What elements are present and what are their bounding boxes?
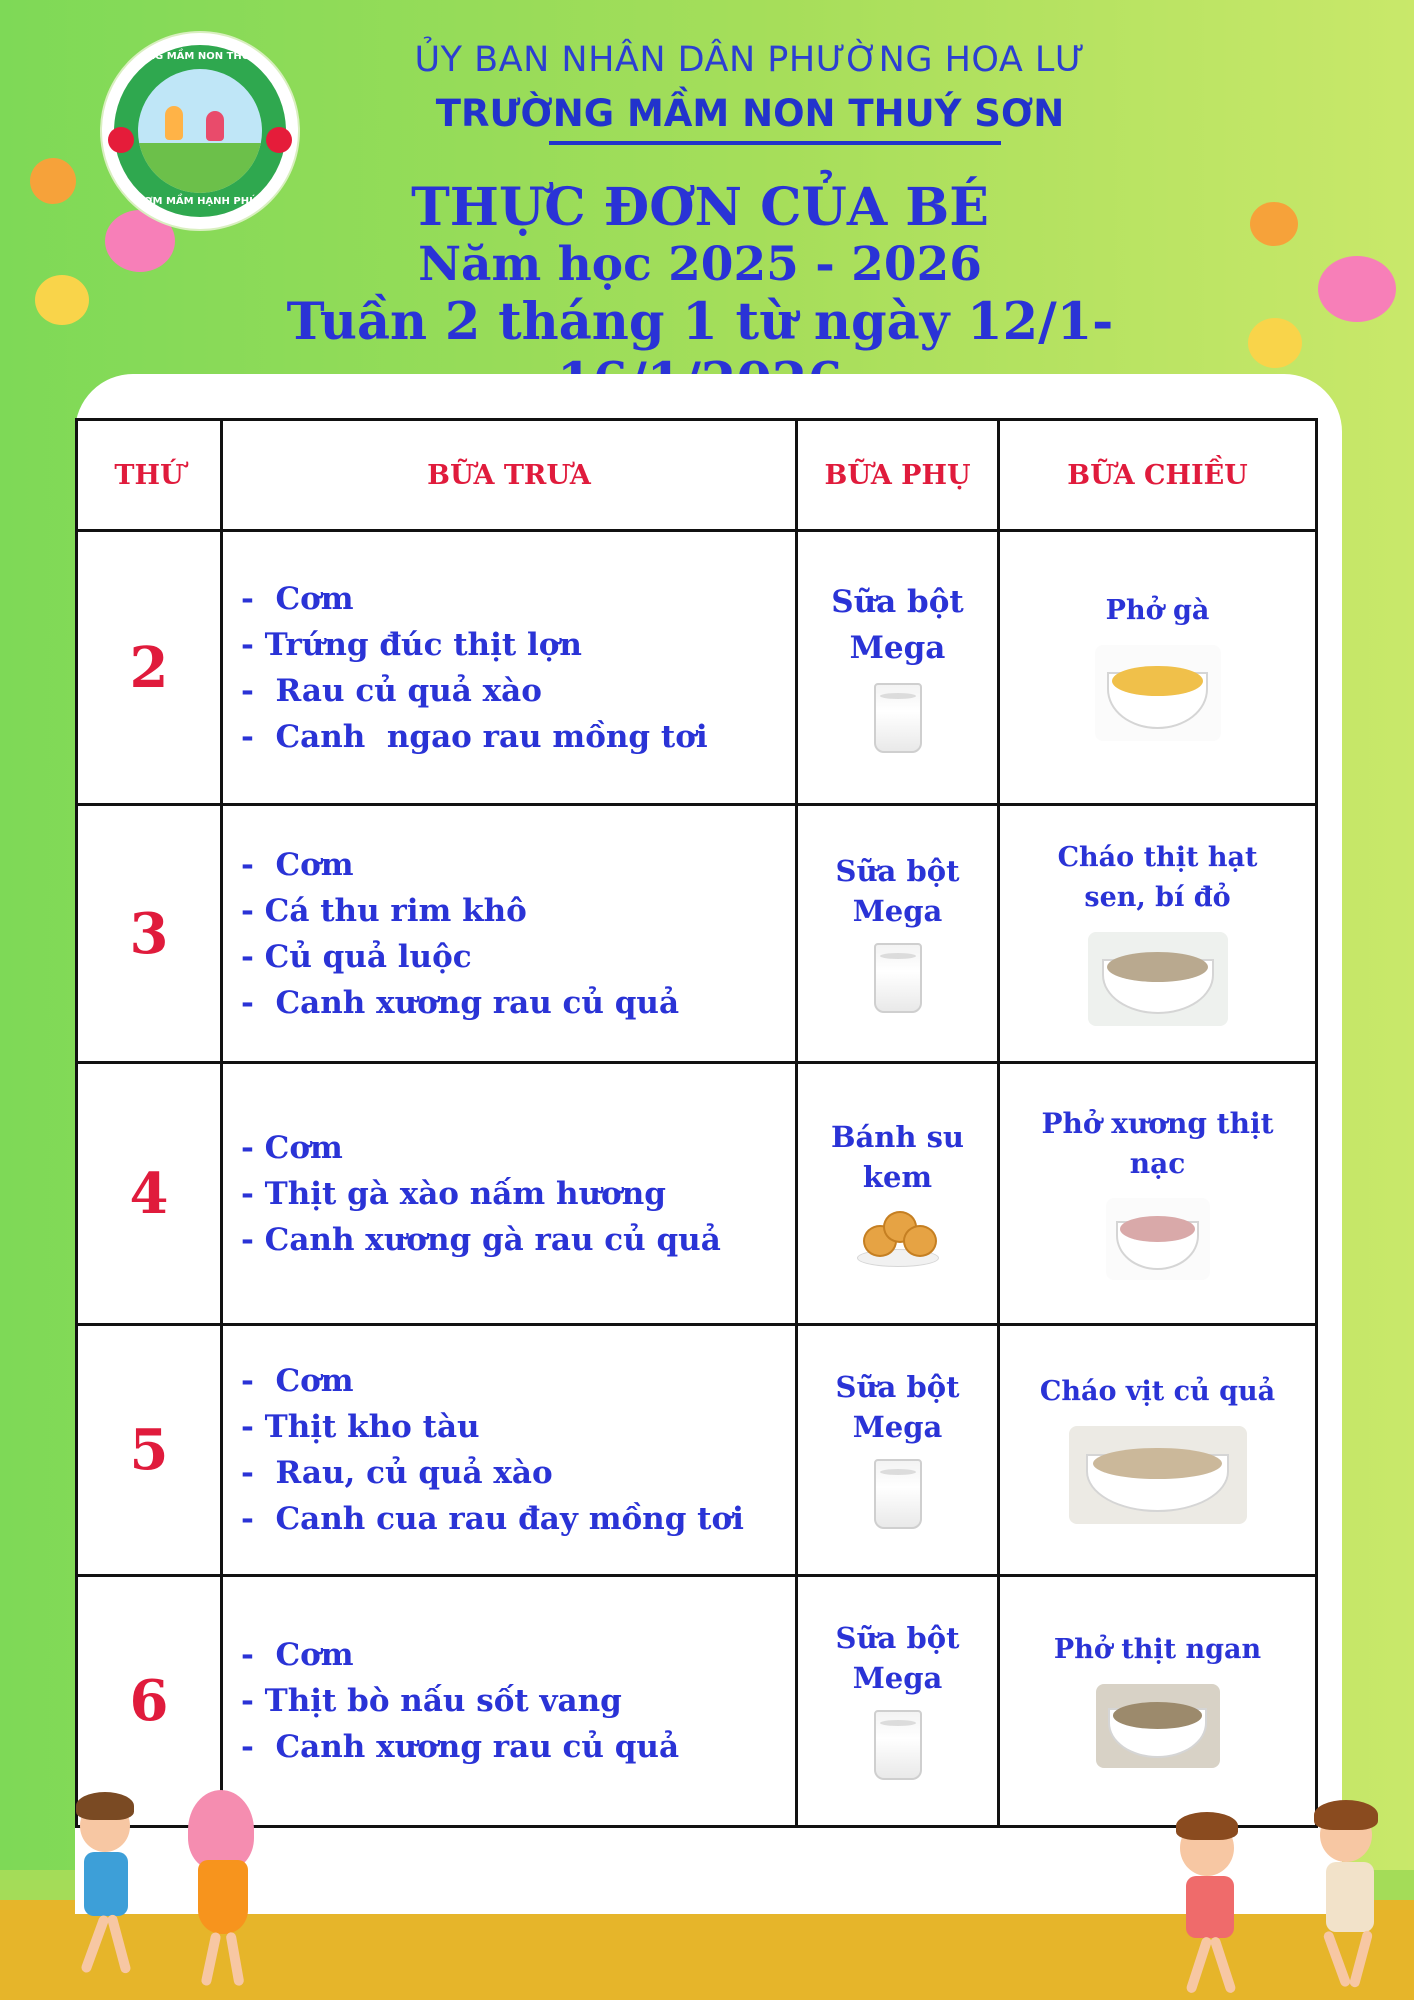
logo-top-text: TRƯỜNG MẦM NON THUÝ SƠN: [115, 51, 285, 62]
table-row: [77, 531, 1317, 805]
day-cell: 6: [77, 1576, 222, 1827]
lunch-cell: [222, 805, 797, 1063]
soup-bowl-icon: [1069, 1426, 1247, 1524]
heart-icon: [24, 152, 83, 211]
heart-icon: [266, 127, 292, 153]
afternoon-line: nạc: [1129, 1146, 1186, 1180]
school-year: Năm học 2025 - 2026: [418, 237, 982, 292]
table-header-row: [77, 420, 1317, 531]
heart-icon: [1250, 202, 1298, 246]
lunch-item: - Cơm: [241, 1637, 354, 1673]
lunch-item: - Thịt gà xào nấm hương: [241, 1175, 666, 1212]
afternoon-cell: [999, 1063, 1317, 1325]
header-day: THỨ: [77, 420, 222, 531]
header-lunch: BỮA TRƯA: [222, 420, 797, 531]
afternoon-cell: [999, 805, 1317, 1063]
snack-line: Bánh su: [831, 1119, 964, 1154]
lunch-item: - Thịt bò nấu sốt vang: [241, 1683, 622, 1719]
logo-bottom-text: ƯƠM MẦM HẠNH PHÚC: [135, 196, 265, 207]
day-cell: 4: [77, 1063, 222, 1325]
lunch-item: - Canh cua rau đay mồng tơi: [241, 1501, 744, 1537]
menu-table: [75, 418, 1318, 1828]
afternoon-line: Phở xương thịt: [1041, 1106, 1274, 1140]
snack-cell: [797, 1325, 999, 1576]
lunch-item: - Cá thu rim khô: [241, 892, 527, 929]
lunch-item: - Rau củ quả xào: [241, 672, 542, 709]
snack-line: Sữa bột: [835, 853, 960, 888]
snack-line: Sữa bột: [835, 1621, 960, 1655]
lunch-cell: [222, 1576, 797, 1827]
header-afternoon: BỮA CHIỀU: [999, 420, 1317, 531]
afternoon-cell: [999, 1576, 1317, 1827]
heart-icon: [35, 275, 89, 325]
lunch-item: - Cơm: [241, 1129, 343, 1166]
snack-line: Mega: [852, 1410, 943, 1444]
kids-illustration-icon: [1160, 1800, 1414, 2000]
kids-illustration-icon: [40, 1790, 300, 2000]
header-snack: BỮA PHỤ: [797, 420, 999, 531]
table-row: [77, 1576, 1317, 1827]
soup-bowl-icon: [1106, 1198, 1210, 1280]
logo-kid: [165, 106, 183, 140]
milk-glass-icon: [874, 1710, 922, 1780]
lunch-item: - Canh xương gà rau củ quả: [241, 1221, 721, 1258]
milk-glass-icon: [874, 1459, 922, 1529]
afternoon-line: Phở thịt ngan: [1053, 1634, 1262, 1665]
snack-cell: [797, 531, 999, 805]
day-cell: 2: [77, 531, 222, 805]
lunch-cell: [222, 1325, 797, 1576]
snack-line: Mega: [849, 629, 946, 666]
lunch-item: - Canh ngao rau mồng tơi: [241, 718, 708, 755]
org-name: ỦY BAN NHÂN DÂN PHƯỜNG HOA LƯ: [414, 40, 1086, 80]
heart-icon: [1318, 256, 1396, 322]
school-name: TRƯỜNG MẦM NON THUÝ SƠN: [435, 92, 1065, 135]
day-cell: 3: [77, 805, 222, 1063]
snack-cell: [797, 1063, 999, 1325]
school-underline: [549, 141, 1001, 145]
day-cell: 5: [77, 1325, 222, 1576]
logo-scene: [138, 69, 262, 193]
soup-bowl-icon: [1095, 645, 1221, 741]
lunch-item: - Củ quả luộc: [241, 938, 472, 975]
afternoon-line: Cháo thịt hạt: [1057, 841, 1258, 873]
table-row: [77, 1063, 1317, 1325]
milk-glass-icon: [874, 683, 922, 753]
lunch-item: - Trứng đúc thịt lợn: [241, 626, 582, 663]
afternoon-line: Phở gà: [1105, 594, 1210, 626]
snack-line: Sữa bột: [835, 1370, 960, 1404]
lunch-item: - Rau, củ quả xào: [241, 1455, 553, 1491]
snack-line: Sữa bột: [831, 583, 964, 620]
milk-glass-icon: [874, 943, 922, 1013]
cream-puff-icon: [857, 1207, 939, 1267]
lunch-item: - Cơm: [241, 846, 354, 883]
afternoon-line: sen, bí đỏ: [1084, 881, 1231, 913]
table-row: [77, 805, 1317, 1063]
soup-bowl-icon: [1088, 932, 1228, 1026]
afternoon-line: Cháo vịt củ quả: [1039, 1376, 1276, 1407]
lunch-cell: [222, 1063, 797, 1325]
lunch-item: - Thịt kho tàu: [241, 1409, 480, 1445]
page-title: THỰC ĐƠN CỦA BÉ: [411, 177, 989, 238]
snack-line: Mega: [852, 1661, 943, 1695]
snack-cell: [797, 805, 999, 1063]
snack-cell: [797, 1576, 999, 1827]
snack-line: kem: [862, 1159, 933, 1194]
afternoon-cell: [999, 531, 1317, 805]
soup-bowl-icon: [1096, 1684, 1220, 1768]
lunch-item: - Cơm: [241, 1363, 354, 1399]
lunch-item: - Cơm: [241, 580, 354, 617]
heart-icon: [1248, 318, 1302, 368]
lunch-cell: [222, 531, 797, 805]
table-row: [77, 1325, 1317, 1576]
heart-icon: [108, 127, 134, 153]
snack-line: Mega: [852, 893, 943, 928]
logo-kid: [206, 111, 224, 141]
afternoon-cell: [999, 1325, 1317, 1576]
lunch-item: - Canh xương rau củ quả: [241, 984, 680, 1021]
lunch-item: - Canh xương rau củ quả: [241, 1729, 680, 1765]
week-range: Tuần 2 tháng 1 từ ngày 12/1-: [286, 292, 1114, 352]
